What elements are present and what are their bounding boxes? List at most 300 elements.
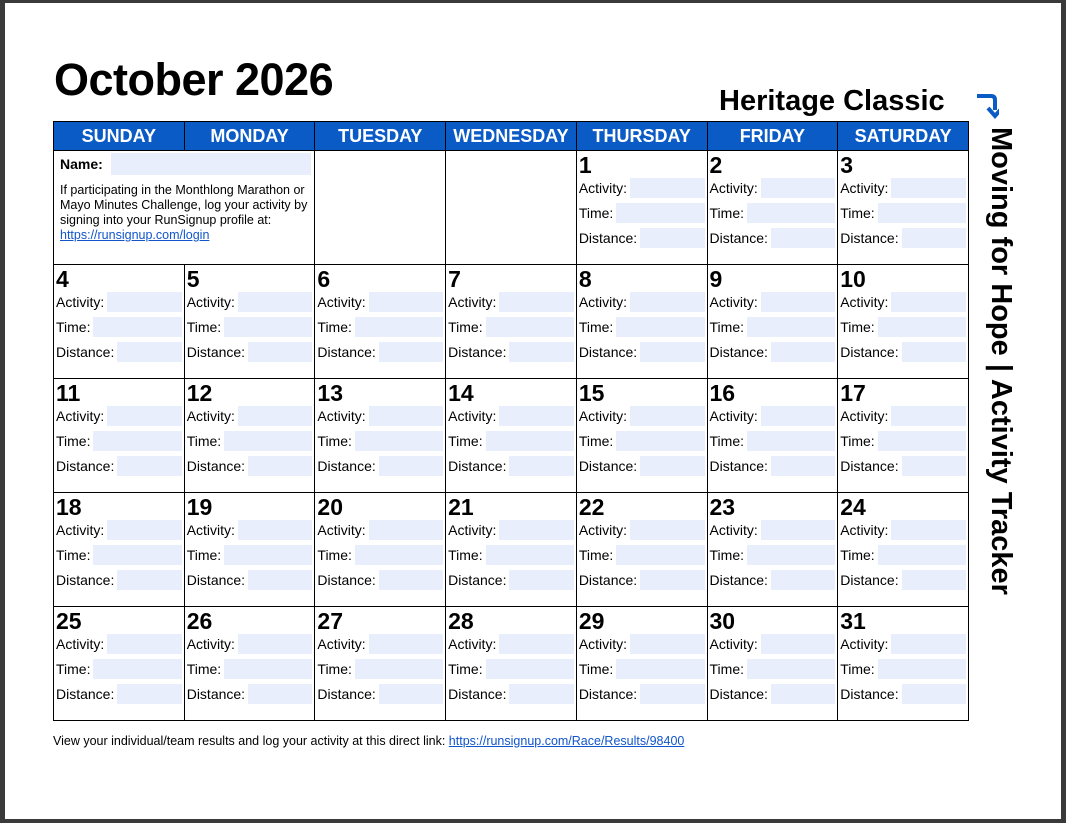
time-row [185,542,315,567]
time-row [315,314,445,339]
activity-field[interactable] [891,292,966,312]
activity-field[interactable] [630,406,704,426]
time-field[interactable] [486,317,574,337]
time-label: Time: [56,660,91,677]
distance-row [708,567,838,592]
distance-label: Distance: [709,229,768,246]
time-field[interactable] [93,545,181,565]
distance-field[interactable] [771,684,835,704]
time-row [708,200,838,225]
activity-label: Activity: [840,179,889,196]
time-row [838,314,968,339]
distance-label: Distance: [578,685,638,702]
day-number: 23 [709,494,736,520]
distance-label: Distance: [186,571,246,588]
time-label: Time: [448,546,483,563]
activity-row [446,403,576,428]
time-label: Time: [56,546,91,563]
day-number: 9 [709,266,723,292]
activity-field[interactable] [761,634,835,654]
distance-row [708,453,838,478]
weekday-friday: FRIDAY [707,122,838,151]
day-cell [576,607,707,721]
day-cell [315,265,446,379]
distance-label: Distance: [578,343,638,360]
activity-label: Activity: [840,407,889,424]
day-cell [838,151,969,265]
day-cell [315,607,446,721]
activity-label: Activity: [317,521,366,538]
activity-label: Activity: [448,635,497,652]
day-number: 17 [840,380,866,406]
time-label: Time: [840,546,875,563]
day-number: 7 [448,266,461,292]
distance-field[interactable] [640,228,704,248]
time-field[interactable] [616,203,704,223]
time-row [708,428,838,453]
weekday-sunday: SUNDAY [54,122,185,151]
day-cell [576,151,707,265]
time-field[interactable] [878,431,966,451]
distance-label: Distance: [840,685,899,702]
activity-field[interactable] [238,634,312,654]
time-label: Time: [709,432,744,449]
distance-field[interactable] [509,684,573,704]
time-row [577,656,707,681]
day-number: 31 [840,608,866,634]
time-field[interactable] [93,317,181,337]
activity-field[interactable] [107,634,181,654]
activity-row [577,403,707,428]
activity-row [577,289,707,314]
time-label: Time: [578,318,614,335]
day-cell [315,493,446,607]
activity-row [446,631,576,656]
distance-field[interactable] [117,456,181,476]
activity-field[interactable] [107,406,181,426]
day-number: 4 [56,266,69,292]
distance-label: Distance: [56,685,115,702]
week-row [54,493,969,607]
distance-field[interactable] [248,456,312,476]
activity-field[interactable] [499,406,573,426]
time-label: Time: [709,660,744,677]
distance-label: Distance: [840,343,899,360]
day-number: 30 [709,608,736,634]
activity-field[interactable] [499,634,573,654]
distance-field[interactable] [902,228,966,248]
time-row [708,314,838,339]
time-field[interactable] [616,545,704,565]
distance-label: Distance: [709,685,768,702]
time-field[interactable] [486,545,574,565]
day-number: 26 [186,608,213,634]
time-field[interactable] [878,317,966,337]
time-row [185,428,315,453]
activity-field[interactable] [891,634,966,654]
time-row [708,656,838,681]
time-field[interactable] [878,203,966,223]
activity-label: Activity: [317,293,366,310]
time-label: Time: [448,318,483,335]
day-number: 20 [317,494,343,520]
day-number: 27 [317,608,343,634]
time-field[interactable] [878,659,966,679]
arrow-down-icon [975,90,999,120]
day-number: 28 [448,608,474,634]
day-number: 8 [578,266,592,292]
day-number: 6 [317,266,331,292]
day-number: 3 [840,152,854,178]
time-label: Time: [186,660,222,677]
distance-row [54,681,184,706]
time-label: Time: [709,204,744,221]
activity-row [315,403,445,428]
activity-row [185,403,315,428]
time-label: Time: [317,432,352,449]
distance-label: Distance: [186,343,246,360]
distance-label: Distance: [56,571,115,588]
distance-label: Distance: [578,229,638,246]
activity-row [577,175,707,200]
distance-row [185,567,315,592]
activity-field[interactable] [630,520,704,540]
distance-field[interactable] [640,456,704,476]
day-cell [54,493,185,607]
activity-row [54,403,184,428]
day-number: 2 [709,152,723,178]
time-field[interactable] [355,659,443,679]
activity-label: Activity: [186,521,235,538]
activity-row [315,289,445,314]
activity-label: Activity: [840,293,889,310]
day-cell [838,379,969,493]
time-label: Time: [578,546,614,563]
time-row [446,656,576,681]
month-title: October 2026 [54,54,334,105]
distance-field[interactable] [248,570,312,590]
distance-row [54,339,184,364]
day-number: 5 [186,266,200,292]
activity-label: Activity: [578,407,628,424]
distance-field[interactable] [771,456,835,476]
time-field[interactable] [355,317,443,337]
time-row [577,200,707,225]
activity-label: Activity: [186,293,235,310]
distance-field[interactable] [902,570,966,590]
day-cell [184,493,315,607]
distance-label: Distance: [709,343,768,360]
distance-row [54,567,184,592]
day-cell [838,265,969,379]
activity-field[interactable] [369,292,443,312]
time-row [838,428,968,453]
time-row [315,542,445,567]
activity-row [708,517,838,542]
day-cell [315,379,446,493]
distance-label: Distance: [840,229,899,246]
day-number: 10 [840,266,866,292]
activity-label: Activity: [709,521,758,538]
distance-row [446,453,576,478]
day-cell [184,265,315,379]
time-field[interactable] [93,659,181,679]
day-cell [446,493,577,607]
activity-label: Activity: [56,521,105,538]
distance-field[interactable] [117,342,181,362]
time-field[interactable] [616,431,704,451]
distance-row [838,225,968,250]
time-field[interactable] [747,659,835,679]
week-row [54,379,969,493]
activity-row [315,631,445,656]
time-label: Time: [578,660,614,677]
distance-row [577,567,707,592]
activity-row [838,517,968,542]
distance-row [577,339,707,364]
distance-field[interactable] [771,570,835,590]
distance-field[interactable] [117,684,181,704]
day-cell [54,379,185,493]
distance-row [54,453,184,478]
activity-field[interactable] [107,292,181,312]
distance-label: Distance: [448,685,507,702]
distance-field[interactable] [771,342,835,362]
activity-label: Activity: [186,407,235,424]
distance-field[interactable] [248,342,312,362]
distance-row [577,225,707,250]
time-label: Time: [186,432,222,449]
day-number: 21 [448,494,474,520]
distance-label: Distance: [709,571,768,588]
day-cell [707,379,838,493]
distance-field[interactable] [902,342,966,362]
time-row [315,656,445,681]
time-field[interactable] [93,431,181,451]
activity-field[interactable] [761,406,835,426]
time-field[interactable] [355,545,443,565]
distance-field[interactable] [640,342,704,362]
weekday-monday: MONDAY [184,122,315,151]
activity-row [54,631,184,656]
activity-row [446,289,576,314]
distance-row [577,453,707,478]
activity-field[interactable] [761,178,835,198]
distance-field[interactable] [379,570,443,590]
distance-label: Distance: [317,343,376,360]
time-label: Time: [578,432,614,449]
activity-field[interactable] [238,406,312,426]
distance-row [315,453,445,478]
activity-label: Activity: [709,407,758,424]
activity-label: Activity: [578,293,628,310]
distance-row [185,339,315,364]
activity-row [708,631,838,656]
activity-row [315,517,445,542]
activity-field[interactable] [630,178,704,198]
weekday-thursday: THURSDAY [576,122,707,151]
distance-label: Distance: [56,457,115,474]
time-row [446,542,576,567]
distance-field[interactable] [248,684,312,704]
time-label: Time: [317,660,352,677]
activity-field[interactable] [238,292,312,312]
login-link[interactable]: https://runsignup.com/login [60,228,210,242]
activity-field[interactable] [891,178,966,198]
distance-field[interactable] [379,456,443,476]
distance-row [708,339,838,364]
name-label: Name: [60,156,103,172]
activity-label: Activity: [448,293,497,310]
distance-label: Distance: [317,685,376,702]
day-number: 22 [578,494,605,520]
activity-field[interactable] [761,292,835,312]
weekday-wednesday: WEDNESDAY [446,122,577,151]
distance-field[interactable] [640,684,704,704]
distance-label: Distance: [448,571,507,588]
activity-field[interactable] [369,520,443,540]
footer-text: View your individual/team results and log your activity at this direct link: [53,734,446,748]
activity-row [185,289,315,314]
time-field[interactable] [224,317,312,337]
activity-label: Activity: [448,407,497,424]
activity-label: Activity: [56,293,105,310]
activity-label: Activity: [448,521,497,538]
activity-row [577,517,707,542]
day-number: 18 [56,494,82,520]
distance-field[interactable] [771,228,835,248]
activity-label: Activity: [56,635,105,652]
distance-field[interactable] [640,570,704,590]
time-row [185,314,315,339]
distance-field[interactable] [509,570,573,590]
instructions-note [60,183,310,243]
time-field[interactable] [224,545,312,565]
distance-row [446,567,576,592]
day-cell [707,607,838,721]
activity-field[interactable] [761,520,835,540]
vertical-title: Moving for Hope | Activity Tracker [985,127,1017,595]
week-row [54,265,969,379]
activity-field[interactable] [630,634,704,654]
activity-row [185,631,315,656]
time-field[interactable] [616,317,704,337]
distance-label: Distance: [840,571,899,588]
activity-field[interactable] [369,634,443,654]
distance-field[interactable] [379,684,443,704]
distance-field[interactable] [509,342,573,362]
distance-label: Distance: [56,343,115,360]
distance-row [315,339,445,364]
time-field[interactable] [747,317,835,337]
time-field[interactable] [616,659,704,679]
distance-field[interactable] [117,570,181,590]
distance-row [838,339,968,364]
activity-row [185,517,315,542]
activity-label: Activity: [578,635,628,652]
distance-row [838,567,968,592]
week-row [54,607,969,721]
activity-label: Activity: [709,179,758,196]
distance-field[interactable] [902,456,966,476]
activity-field[interactable] [369,406,443,426]
activity-field[interactable] [891,520,966,540]
time-row [838,542,968,567]
time-label: Time: [840,432,875,449]
time-field[interactable] [224,659,312,679]
distance-label: Distance: [578,571,638,588]
day-cell [838,493,969,607]
day-cell [446,265,577,379]
time-field[interactable] [355,431,443,451]
distance-row [838,681,968,706]
day-cell [576,493,707,607]
activity-row [838,175,968,200]
time-label: Time: [317,318,352,335]
activity-row [708,175,838,200]
time-row [54,428,184,453]
distance-label: Distance: [186,457,246,474]
distance-row [708,681,838,706]
time-field[interactable] [747,203,835,223]
day-cell [446,379,577,493]
distance-label: Distance: [709,457,768,474]
day-cell [184,379,315,493]
time-label: Time: [186,318,222,335]
day-cell [184,607,315,721]
day-number: 29 [578,608,605,634]
distance-field[interactable] [902,684,966,704]
activity-label: Activity: [709,293,758,310]
distance-field[interactable] [379,342,443,362]
footer [53,734,684,748]
activity-field[interactable] [891,406,966,426]
brand-name: Heritage Classic [719,85,945,117]
results-link[interactable]: https://runsignup.com/Race/Results/98400 [448,734,685,748]
activity-field[interactable] [499,292,573,312]
time-field[interactable] [486,659,574,679]
time-field[interactable] [878,545,966,565]
distance-row [446,681,576,706]
distance-row [185,681,315,706]
activity-field[interactable] [499,520,573,540]
day-cell [576,265,707,379]
instructions-text: If participating in the Monthlong Marathon or Mayo Minutes Challenge, log your activity by signing into your RunSignup profile at: [60,183,308,227]
activity-row [446,517,576,542]
activity-field[interactable] [107,520,181,540]
day-number: 1 [578,152,592,178]
activity-label: Activity: [317,635,366,652]
time-label: Time: [840,318,875,335]
week-row [54,151,969,265]
distance-field[interactable] [509,456,573,476]
day-cell [54,607,185,721]
distance-label: Distance: [186,685,246,702]
activity-row [577,631,707,656]
time-field[interactable] [486,431,574,451]
time-row [838,656,968,681]
activity-row [54,517,184,542]
distance-label: Distance: [448,343,507,360]
name-field[interactable] [111,153,311,175]
time-field[interactable] [747,431,835,451]
activity-field[interactable] [238,520,312,540]
time-label: Time: [578,204,614,221]
time-field[interactable] [224,431,312,451]
time-field[interactable] [747,545,835,565]
distance-row [315,567,445,592]
activity-field[interactable] [630,292,704,312]
